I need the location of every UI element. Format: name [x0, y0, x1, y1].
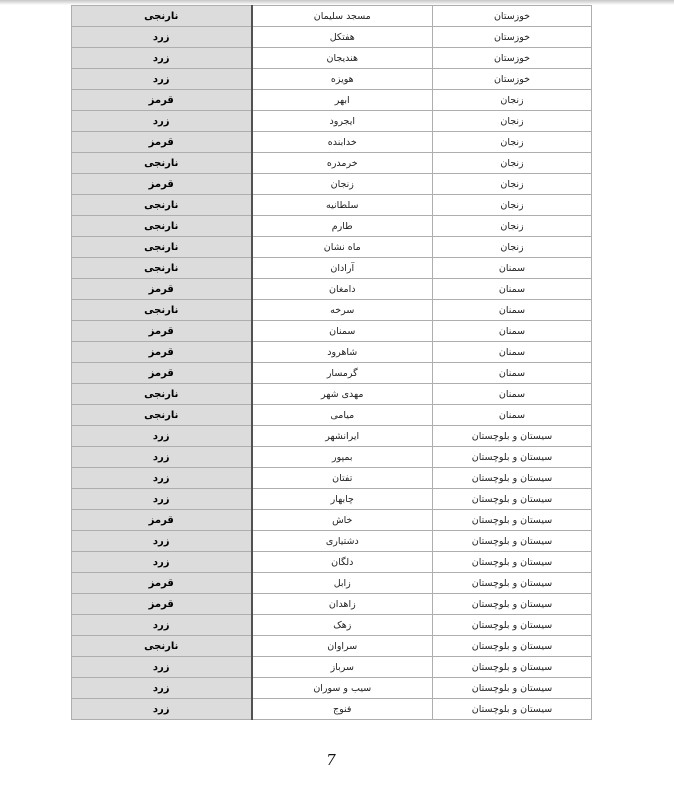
table-body [72, 6, 592, 720]
province-cell: سمنان [433, 363, 592, 384]
table-row [72, 489, 592, 510]
table-row [72, 258, 592, 279]
status-cell: نارنجی [72, 237, 252, 258]
table-row [72, 426, 592, 447]
province-cell: سیستان و بلوچستان [433, 678, 592, 699]
status-cell: قرمز [72, 174, 252, 195]
status-cell: قرمز [72, 363, 252, 384]
province-cell: سیستان و بلوچستان [433, 510, 592, 531]
table-row [72, 699, 592, 720]
table-row [72, 447, 592, 468]
table-row [72, 216, 592, 237]
table-row [72, 405, 592, 426]
table-row [72, 552, 592, 573]
province-cell: زنجان [433, 90, 592, 111]
table-row [72, 27, 592, 48]
table-row [72, 342, 592, 363]
city-cell: مسجد سلیمان [252, 6, 433, 27]
status-cell: زرد [72, 468, 252, 489]
status-cell: قرمز [72, 279, 252, 300]
table-row [72, 111, 592, 132]
table-row [72, 363, 592, 384]
city-cell: خرمدره [252, 153, 433, 174]
province-status-table [71, 5, 592, 720]
province-cell: زنجان [433, 237, 592, 258]
status-cell: قرمز [72, 594, 252, 615]
status-cell: زرد [72, 615, 252, 636]
province-cell: زنجان [433, 216, 592, 237]
status-cell: زرد [72, 27, 252, 48]
province-cell: زنجان [433, 111, 592, 132]
status-cell: زرد [72, 69, 252, 90]
status-cell: زرد [72, 531, 252, 552]
status-cell: نارنجی [72, 384, 252, 405]
city-cell: چابهار [252, 489, 433, 510]
status-cell: زرد [72, 111, 252, 132]
status-cell: زرد [72, 489, 252, 510]
province-cell: سمنان [433, 279, 592, 300]
table-row [72, 636, 592, 657]
status-cell: قرمز [72, 321, 252, 342]
table-row [72, 132, 592, 153]
province-cell: زنجان [433, 153, 592, 174]
city-cell: ایجرود [252, 111, 433, 132]
city-cell: زابل [252, 573, 433, 594]
province-cell: سمنان [433, 300, 592, 321]
status-cell: زرد [72, 447, 252, 468]
table-row [72, 69, 592, 90]
province-cell: سیستان و بلوچستان [433, 636, 592, 657]
city-cell: شاهرود [252, 342, 433, 363]
province-cell: خوزستان [433, 69, 592, 90]
status-cell: قرمز [72, 132, 252, 153]
province-cell: سمنان [433, 405, 592, 426]
city-cell: سرخه [252, 300, 433, 321]
table-row [72, 678, 592, 699]
province-cell: سیستان و بلوچستان [433, 573, 592, 594]
province-cell: سیستان و بلوچستان [433, 468, 592, 489]
city-cell: زاهدان [252, 594, 433, 615]
table-row [72, 153, 592, 174]
province-cell: سمنان [433, 342, 592, 363]
table-row [72, 510, 592, 531]
city-cell: هندیجان [252, 48, 433, 69]
status-cell: قرمز [72, 573, 252, 594]
status-cell: زرد [72, 678, 252, 699]
province-cell: سیستان و بلوچستان [433, 447, 592, 468]
city-cell: زهک [252, 615, 433, 636]
city-cell: دلگان [252, 552, 433, 573]
table-row [72, 195, 592, 216]
city-cell: زنجان [252, 174, 433, 195]
table-row [72, 90, 592, 111]
city-cell: میامی [252, 405, 433, 426]
city-cell: ابهر [252, 90, 433, 111]
province-cell: زنجان [433, 132, 592, 153]
city-cell: هفتکل [252, 27, 433, 48]
status-cell: نارنجی [72, 6, 252, 27]
city-cell: ایرانشهر [252, 426, 433, 447]
table-row [72, 321, 592, 342]
status-cell: قرمز [72, 510, 252, 531]
status-cell: نارنجی [72, 300, 252, 321]
province-cell: سیستان و بلوچستان [433, 657, 592, 678]
status-cell: زرد [72, 657, 252, 678]
province-cell: زنجان [433, 174, 592, 195]
status-cell: قرمز [72, 90, 252, 111]
city-cell: تفتان [252, 468, 433, 489]
city-cell: مهدی شهر [252, 384, 433, 405]
city-cell: سمنان [252, 321, 433, 342]
province-cell: سیستان و بلوچستان [433, 531, 592, 552]
table-row [72, 6, 592, 27]
page-number: 7 [326, 751, 336, 769]
status-cell: نارنجی [72, 153, 252, 174]
table-row [72, 237, 592, 258]
table-row [72, 594, 592, 615]
status-cell: نارنجی [72, 405, 252, 426]
status-cell: نارنجی [72, 216, 252, 237]
table-row [72, 279, 592, 300]
table-row [72, 48, 592, 69]
table-row [72, 174, 592, 195]
status-cell: قرمز [72, 342, 252, 363]
province-cell: سمنان [433, 384, 592, 405]
city-cell: دامغان [252, 279, 433, 300]
province-cell: سیستان و بلوچستان [433, 426, 592, 447]
city-cell: سرباز [252, 657, 433, 678]
city-cell: سیب و سوران [252, 678, 433, 699]
table-row [72, 531, 592, 552]
table-row [72, 573, 592, 594]
city-cell: هویزه [252, 69, 433, 90]
province-cell: خوزستان [433, 27, 592, 48]
city-cell: بمپور [252, 447, 433, 468]
status-cell: زرد [72, 552, 252, 573]
status-cell: زرد [72, 426, 252, 447]
table-row [72, 615, 592, 636]
status-cell: نارنجی [72, 258, 252, 279]
city-cell: آرادان [252, 258, 433, 279]
status-cell: نارنجی [72, 195, 252, 216]
city-cell: دشتیاری [252, 531, 433, 552]
province-cell: سیستان و بلوچستان [433, 615, 592, 636]
province-cell: سیستان و بلوچستان [433, 594, 592, 615]
table-row [72, 300, 592, 321]
province-cell: سیستان و بلوچستان [433, 552, 592, 573]
city-cell: خاش [252, 510, 433, 531]
city-cell: سراوان [252, 636, 433, 657]
province-cell: خوزستان [433, 48, 592, 69]
status-cell: زرد [72, 699, 252, 720]
table-row [72, 468, 592, 489]
city-cell: طارم [252, 216, 433, 237]
province-cell: زنجان [433, 195, 592, 216]
table-row [72, 384, 592, 405]
table-row [72, 657, 592, 678]
province-cell: خوزستان [433, 6, 592, 27]
city-cell: ماه نشان [252, 237, 433, 258]
city-cell: سلطانیه [252, 195, 433, 216]
city-cell: گرمسار [252, 363, 433, 384]
province-cell: سیستان و بلوچستان [433, 489, 592, 510]
province-cell: سمنان [433, 321, 592, 342]
status-cell: نارنجی [72, 636, 252, 657]
status-cell: زرد [72, 48, 252, 69]
city-cell: فنوج [252, 699, 433, 720]
city-cell: خدابنده [252, 132, 433, 153]
province-cell: سیستان و بلوچستان [433, 699, 592, 720]
province-cell: سمنان [433, 258, 592, 279]
